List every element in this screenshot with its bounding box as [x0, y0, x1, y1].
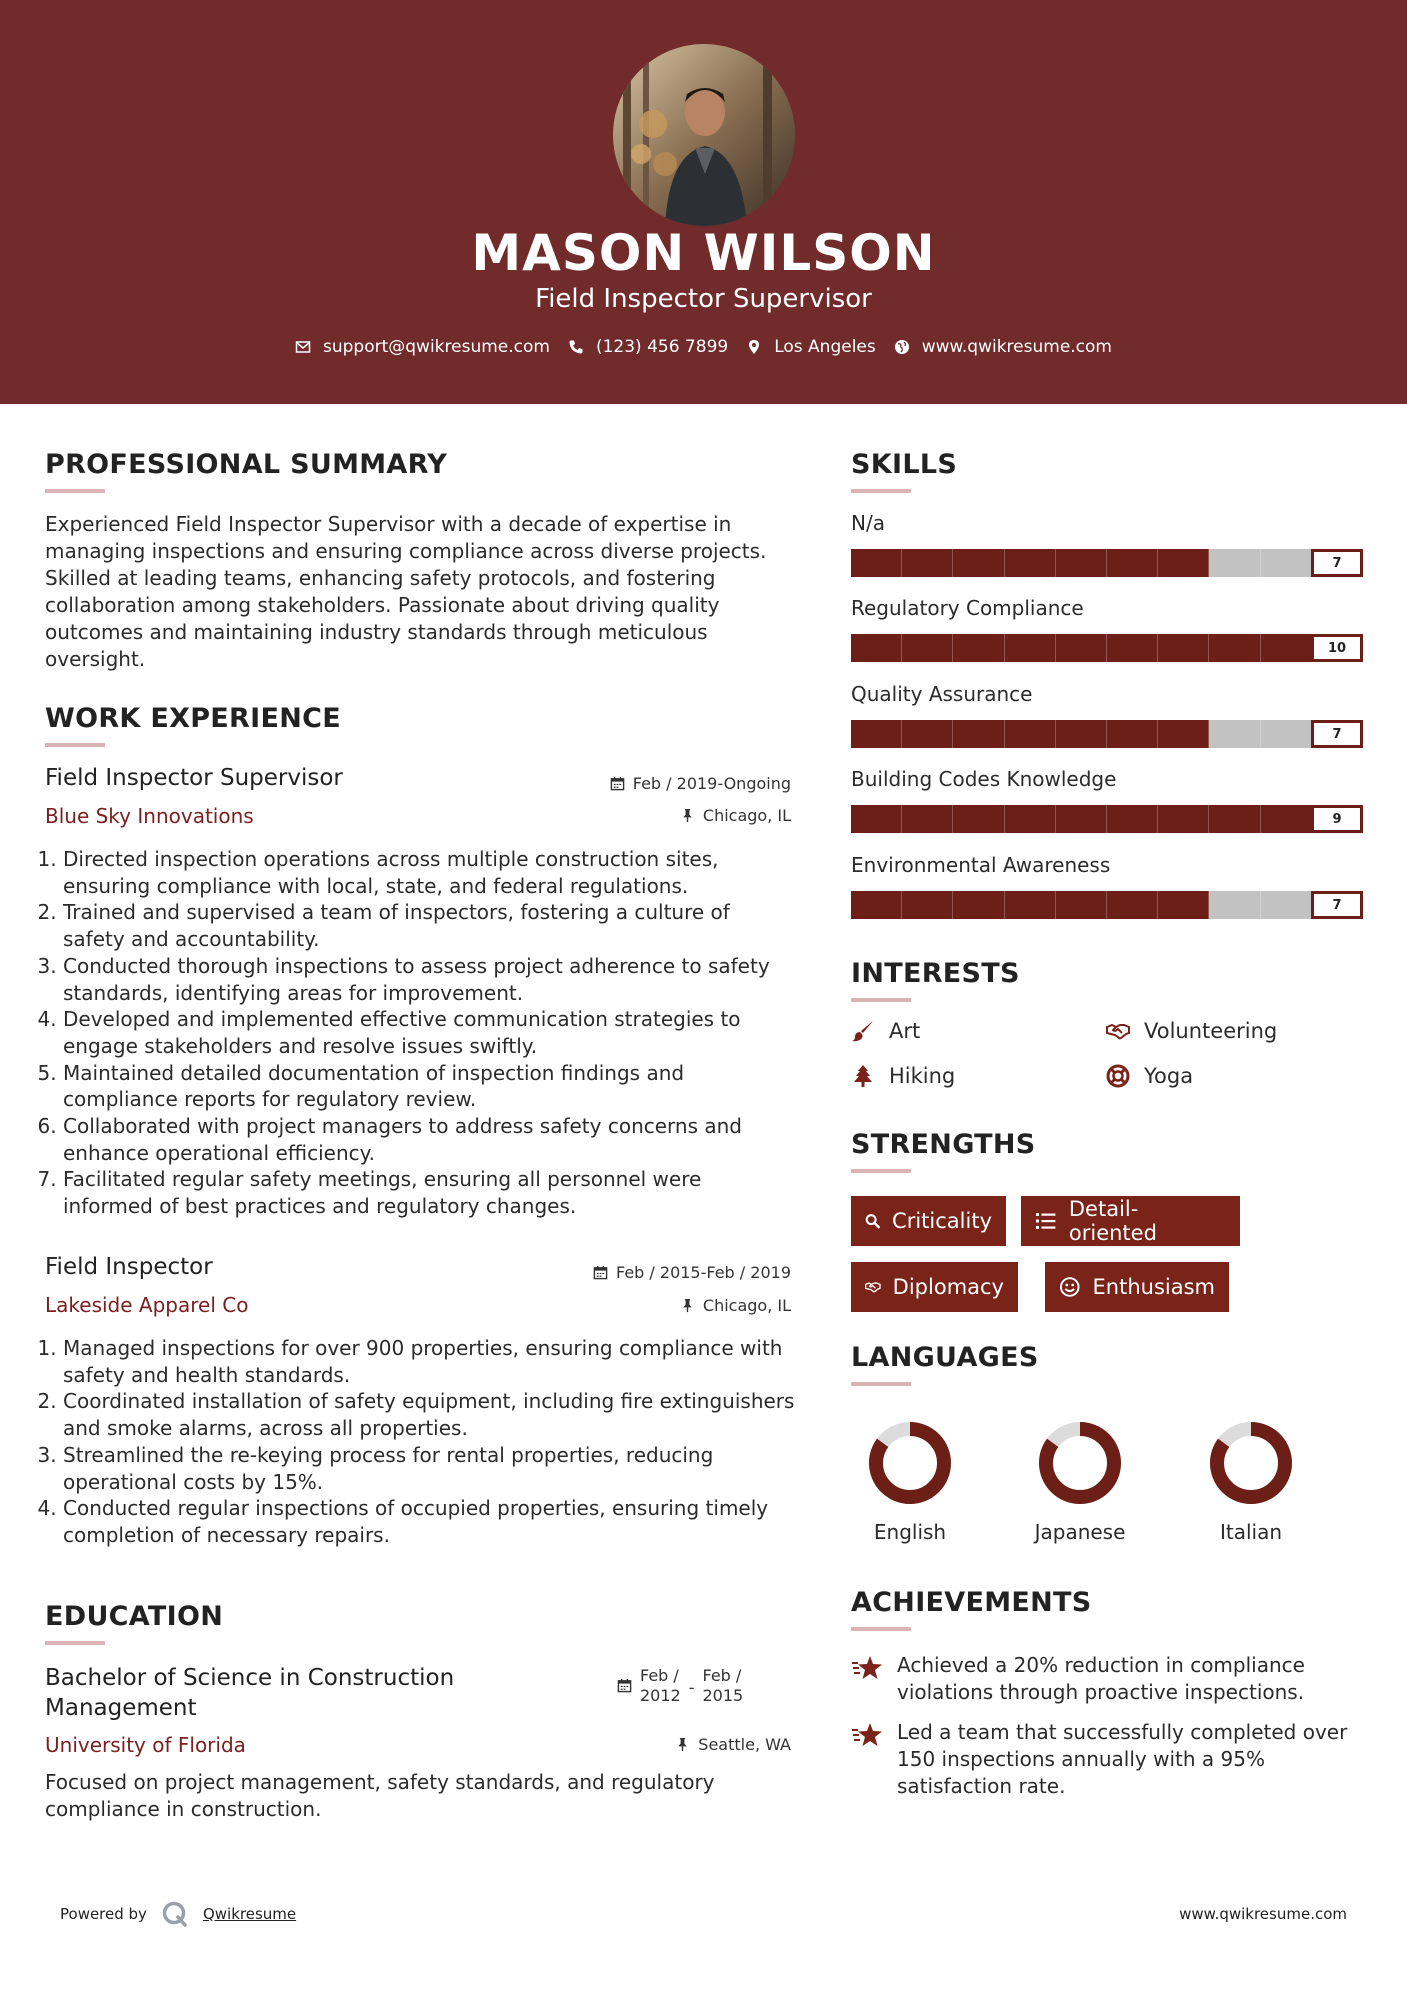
languages-underline — [851, 1382, 911, 1386]
calendar-icon — [617, 1678, 632, 1693]
strength-label: Criticality — [892, 1209, 992, 1233]
contact-phone-text: (123) 456 7899 — [595, 337, 729, 357]
calendar-icon — [610, 776, 625, 791]
languages-heading: LANGUAGES — [851, 1342, 1039, 1373]
job-date — [610, 774, 791, 793]
strength-label: Detail-oriented — [1068, 1197, 1157, 1245]
skill-bar-segment — [1261, 805, 1312, 833]
language-label: English — [873, 1520, 947, 1544]
skill-rating-bar — [851, 805, 1363, 833]
date-start-month: Feb / — [640, 1666, 679, 1685]
skill-bar-segment — [1056, 805, 1107, 833]
interest-yoga — [1106, 1064, 1193, 1088]
skill-bar-segment — [851, 805, 902, 833]
contact-bar — [0, 337, 1407, 357]
experience-underline — [45, 743, 105, 747]
degree-title — [45, 1663, 454, 1723]
skill-score-badge: 10 — [1311, 634, 1363, 662]
skill-bar-segment — [1261, 634, 1312, 662]
envelope-icon — [295, 339, 311, 355]
interest-volunteering — [1106, 1019, 1277, 1043]
skill-name: N/a — [851, 511, 885, 535]
list-item: 4. Conducted regular inspections of occupied properties, ensuring timely completion of necessary repairs. — [63, 1495, 795, 1548]
skill-bar-segment — [953, 634, 1004, 662]
skill-bar-segment — [1209, 891, 1260, 919]
skill-bar-segment — [1209, 549, 1260, 577]
achievements-heading: ACHIEVEMENTS — [851, 1587, 1092, 1618]
skill-bar-segment — [1056, 891, 1107, 919]
interest-label: Volunteering — [1144, 1019, 1278, 1043]
handshake-icon — [1106, 1019, 1130, 1043]
job-company: Blue Sky Innovations — [45, 804, 254, 828]
skill-bar-segment — [1005, 634, 1056, 662]
language-level-donut — [867, 1420, 953, 1506]
education-date-start — [640, 1666, 681, 1706]
strength-label: Enthusiasm — [1092, 1275, 1215, 1299]
education-location-text: Seattle, WA — [698, 1735, 791, 1754]
skill-bar-segment — [953, 805, 1004, 833]
skill-bar-segment — [1158, 805, 1209, 833]
skill-bar-segment — [851, 891, 902, 919]
language-item — [1005, 1420, 1155, 1544]
map-pin-icon — [746, 339, 762, 355]
skill-rating-bar — [851, 720, 1363, 748]
skill-bar-segment — [953, 720, 1004, 748]
pushpin-icon — [675, 1737, 690, 1752]
skill-bar-segment — [1261, 549, 1312, 577]
skill-bar-segment — [1158, 549, 1209, 577]
interest-hiking — [851, 1064, 955, 1088]
list-item: 3. Streamlined the re-keying process for rental properties, reducing operational costs by 15%. — [63, 1442, 795, 1495]
skill-bar-segment — [1005, 549, 1056, 577]
tree-icon — [851, 1064, 875, 1088]
skill-bar-segment — [1209, 720, 1260, 748]
degree-line-2: Management — [45, 1695, 197, 1721]
skill-bar-segment — [1107, 891, 1158, 919]
candidate-name: MASON WILSON — [471, 224, 936, 282]
date-end-month: Feb / — [702, 1666, 742, 1685]
skill-bar-segment — [953, 549, 1004, 577]
job-title: Field Inspector — [45, 1254, 213, 1280]
skill-bar-segment — [1056, 634, 1107, 662]
skill-score-badge: 7 — [1311, 720, 1363, 748]
job-location — [680, 1296, 791, 1315]
skill-bar-segment — [1107, 634, 1158, 662]
skill-score-badge: 7 — [1311, 891, 1363, 919]
achievement-item — [851, 1719, 1371, 1800]
skill-score-badge: 7 — [1311, 549, 1363, 577]
candidate-title: Field Inspector Supervisor — [535, 284, 872, 314]
skill-score-badge: 9 — [1311, 805, 1363, 833]
skill-bar-segment — [902, 720, 953, 748]
strength-chip — [851, 1196, 1006, 1246]
skill-bar-segment — [1158, 891, 1209, 919]
achievement-item — [851, 1652, 1371, 1706]
list-item: 2. Coordinated installation of safety equipment, including fire extinguishers and smoke alarms, across all properties. — [63, 1388, 795, 1441]
education-description: Focused on project management, safety standards, and regulatory compliance in construction. — [45, 1770, 715, 1821]
skill-bar-segment — [902, 805, 953, 833]
skill-bar-segment — [1209, 805, 1260, 833]
globe-icon — [894, 339, 910, 355]
job-date — [593, 1263, 791, 1282]
footer-website[interactable]: www.qwikresume.com — [1179, 1905, 1347, 1923]
skill-bar-segment — [1158, 720, 1209, 748]
profile-photo-image — [613, 44, 795, 226]
list-item: 2. Trained and supervised a team of inspectors, fostering a culture of safety and accountability. — [63, 899, 795, 952]
skill-bar-segment — [1261, 720, 1312, 748]
skill-bar-segment — [1261, 891, 1312, 919]
date-start-year: 2012 — [640, 1686, 681, 1705]
skill-bar-segment — [1209, 634, 1260, 662]
contact-website-text: www.qwikresume.com — [921, 337, 1112, 357]
language-label: Italian — [1219, 1520, 1283, 1544]
list-item: 5. Maintained detailed documentation of inspection findings and compliance reports for regulatory review. — [63, 1060, 795, 1113]
skill-bar-segment — [902, 549, 953, 577]
list-item: 7. Facilitated regular safety meetings, ensuring all personnel were informed of best practices and regulatory changes. — [63, 1166, 795, 1219]
skill-bar-segment — [851, 549, 902, 577]
phone-icon — [568, 339, 584, 355]
language-level-donut — [1037, 1420, 1123, 1506]
job-date-text: Feb / 2015-Feb / 2019 — [616, 1263, 791, 1282]
job-location — [680, 806, 791, 825]
profile-photo — [613, 44, 795, 226]
skill-bar-segment — [1107, 549, 1158, 577]
contact-email[interactable] — [295, 337, 550, 357]
footer-branding — [60, 1900, 296, 1928]
interests-underline — [851, 998, 911, 1002]
skill-bar-segment — [1005, 720, 1056, 748]
date-separator: - — [688, 1678, 695, 1697]
strength-chip — [851, 1262, 1018, 1312]
smile-icon — [1059, 1276, 1081, 1298]
list-item: 3. Conducted thorough inspections to assess project adherence to safety standards, identifying areas for improvement. — [63, 953, 795, 1006]
contact-phone[interactable] — [568, 337, 728, 357]
list-item: 4. Developed and implemented effective communication strategies to engage stakeholders and resolve issues swiftly. — [63, 1006, 795, 1059]
interest-label: Yoga — [1144, 1064, 1194, 1088]
skill-bar-segment — [1005, 891, 1056, 919]
skills-underline — [851, 489, 911, 493]
contact-email-text: support@qwikresume.com — [323, 337, 550, 357]
language-item — [835, 1420, 985, 1544]
lifebuoy-icon — [1106, 1064, 1130, 1088]
contact-website[interactable] — [894, 337, 1112, 357]
skill-rating-bar — [851, 891, 1363, 919]
job-location-text: Chicago, IL — [702, 1296, 791, 1315]
skill-bar-segment — [902, 891, 953, 919]
education-date — [617, 1666, 743, 1706]
job-location-text: Chicago, IL — [702, 806, 791, 825]
education-underline — [45, 1641, 105, 1645]
list-icon — [1035, 1210, 1057, 1232]
strengths-underline — [851, 1169, 911, 1173]
skill-bar-segment — [1005, 805, 1056, 833]
skill-name: Regulatory Compliance — [851, 596, 1084, 620]
strength-chip — [1021, 1196, 1240, 1246]
contact-location — [746, 337, 876, 357]
list-item: 1. Managed inspections for over 900 properties, ensuring compliance with safety and health standards. — [63, 1335, 795, 1388]
job-company: Lakeside Apparel Co — [45, 1293, 249, 1317]
contact-location-text: Los Angeles — [774, 337, 876, 357]
job-title: Field Inspector Supervisor — [45, 765, 343, 791]
interest-label: Art — [889, 1019, 921, 1043]
skill-bar-segment — [1056, 549, 1107, 577]
calendar-icon — [593, 1265, 608, 1280]
strength-chip — [1045, 1262, 1229, 1312]
skill-rating-bar — [851, 549, 1363, 577]
job-date-text: Feb / 2019-Ongoing — [632, 774, 791, 793]
search-icon — [865, 1210, 880, 1232]
school-name: University of Florida — [45, 1733, 246, 1757]
language-level-donut — [1208, 1420, 1294, 1506]
achievements-underline — [851, 1627, 911, 1631]
skill-bar-segment — [1107, 805, 1158, 833]
resume-header — [0, 0, 1407, 404]
skill-bar-segment — [953, 891, 1004, 919]
star-icon — [851, 1654, 883, 1684]
handshake-icon — [865, 1276, 881, 1298]
job-responsibilities — [45, 1335, 795, 1549]
language-item — [1176, 1420, 1326, 1544]
education-heading: EDUCATION — [45, 1601, 224, 1632]
powered-by-text: Powered by — [60, 1905, 147, 1923]
interests-heading: INTERESTS — [851, 958, 1020, 989]
strength-label: Diplomacy — [892, 1275, 1004, 1299]
skill-bar-segment — [851, 720, 902, 748]
pushpin-icon — [680, 1298, 695, 1313]
education-date-end — [703, 1666, 744, 1706]
language-label: Japanese — [1034, 1520, 1126, 1544]
interest-label: Hiking — [889, 1064, 956, 1088]
summary-text: Experienced Field Inspector Supervisor with a decade of expertise in managing inspections and ensuring compliance across diverse projects. Skilled at leading teams, enhancing safety protocols, and fostering collaboration among stakeholders. Passionate about driving quality outcomes and maintaining industry standards through meticulous oversight. — [45, 512, 767, 671]
skills-heading: SKILLS — [851, 449, 958, 480]
skill-rating-bar — [851, 634, 1363, 662]
degree-line-1: Bachelor of Science in Construction — [45, 1665, 455, 1691]
summary-underline — [45, 489, 105, 493]
achievement-text: Led a team that successfully completed over 150 inspections annually with a 95% satisfaction rate. — [897, 1720, 1348, 1798]
star-icon — [851, 1721, 883, 1751]
strengths-heading: STRENGTHS — [851, 1129, 1036, 1160]
list-item: 6. Collaborated with project managers to address safety concerns and enhance operational efficiency. — [63, 1113, 795, 1166]
skill-name: Environmental Awareness — [851, 853, 1111, 877]
job-responsibilities — [45, 846, 795, 1220]
skill-name: Building Codes Knowledge — [851, 767, 1117, 791]
skill-bar-segment — [1107, 720, 1158, 748]
skill-bar-segment — [851, 634, 902, 662]
list-item: 1. Directed inspection operations across multiple construction sites, ensuring compliance with local, state, and federal regulations. — [63, 846, 795, 899]
skill-name: Quality Assurance — [851, 682, 1033, 706]
brand-link[interactable]: Qwikresume — [202, 1905, 297, 1923]
skill-bar-segment — [902, 634, 953, 662]
pushpin-icon — [680, 808, 695, 823]
paintbrush-icon — [851, 1019, 875, 1043]
experience-heading: WORK EXPERIENCE — [45, 703, 341, 734]
skill-bar-segment — [1158, 634, 1209, 662]
summary-heading: PROFESSIONAL SUMMARY — [45, 449, 448, 480]
qwikresume-logo-icon — [161, 1900, 189, 1928]
education-location — [675, 1735, 791, 1754]
achievement-text: Achieved a 20% reduction in compliance violations through proactive inspections. — [897, 1653, 1305, 1704]
skill-bar-segment — [1056, 720, 1107, 748]
interest-art — [851, 1019, 920, 1043]
date-end-year: 2015 — [702, 1686, 744, 1705]
